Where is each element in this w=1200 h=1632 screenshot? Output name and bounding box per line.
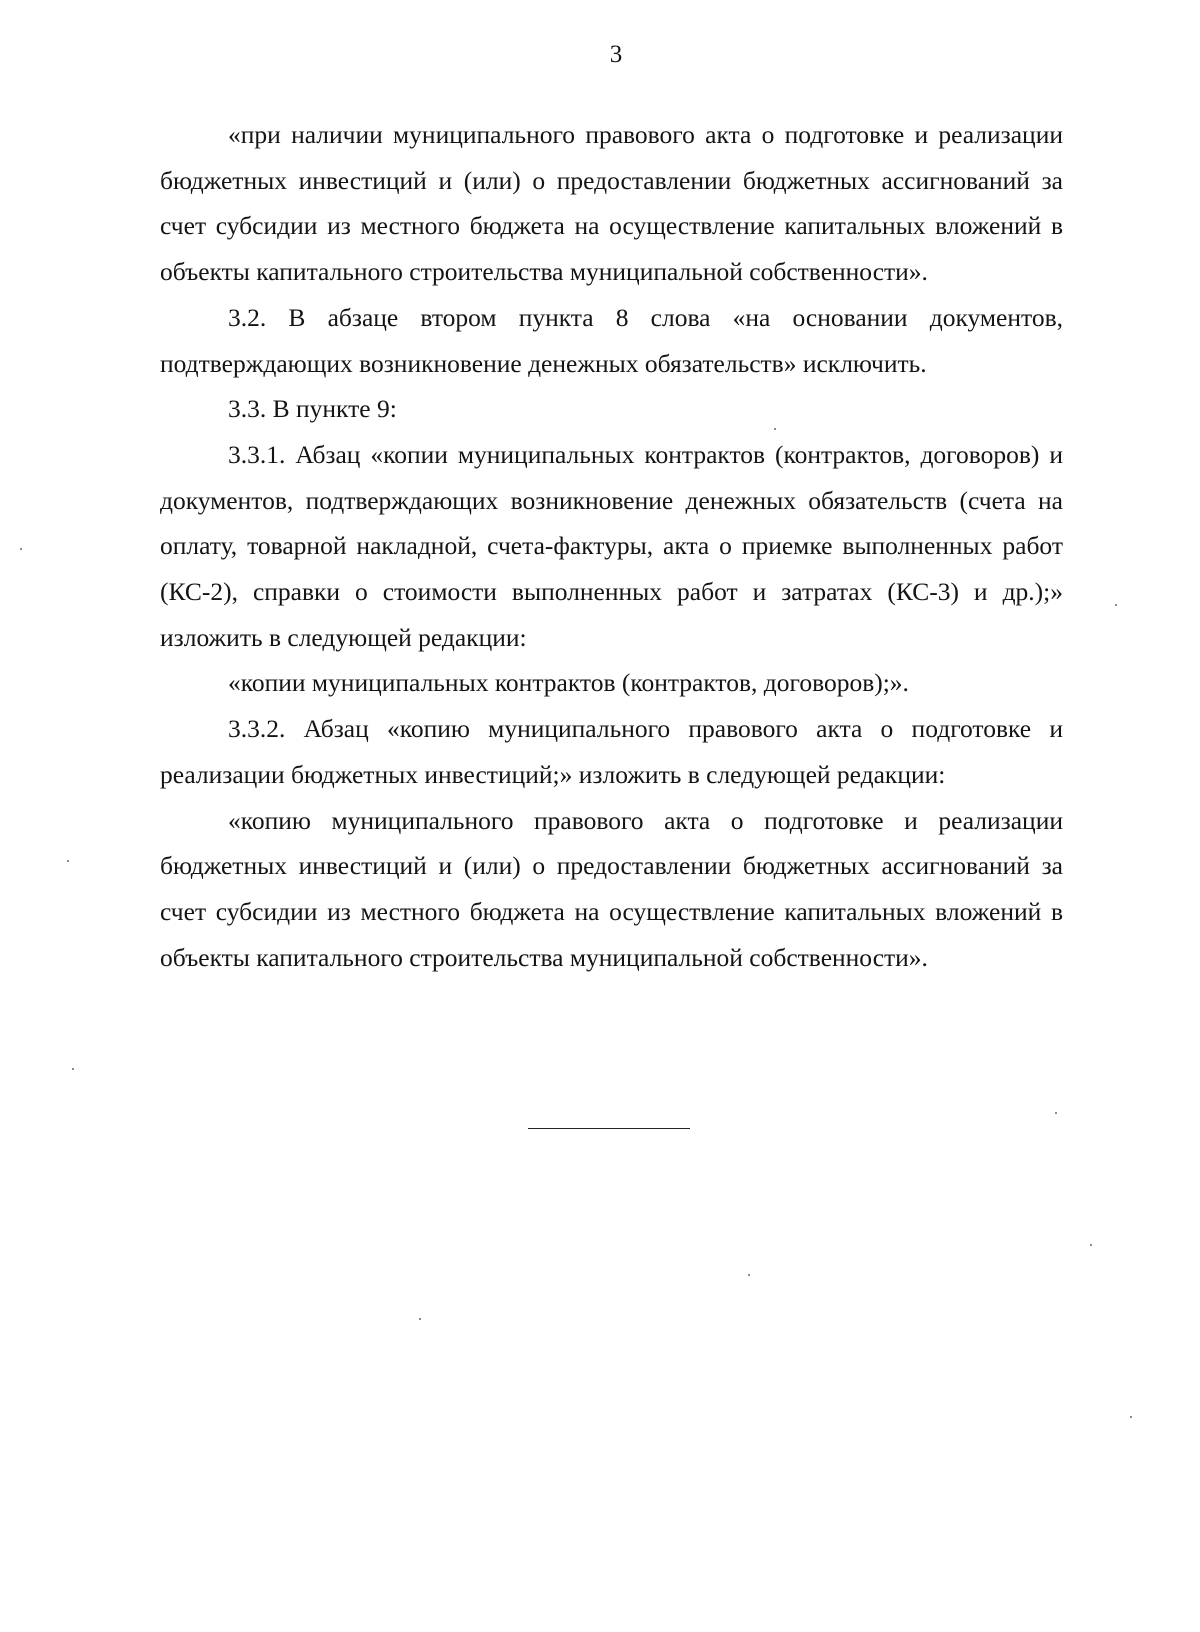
paragraph-3-3: 3.3. В пункте 9: xyxy=(228,394,397,424)
paragraph-3-3-1-new-wording: «копии муниципальных контрактов (контрактов, договоров);». xyxy=(228,668,909,698)
scan-speck xyxy=(774,428,776,430)
scan-speck xyxy=(1055,1112,1057,1114)
scan-speck xyxy=(1130,1416,1132,1418)
scan-speck xyxy=(419,1318,421,1320)
paragraph-3-3-2: 3.3.2. Абзац «копию муниципального правового акта о подготовке и реализации бюджетных инвестиций;» изложить в следующей редакции: xyxy=(160,714,1063,789)
scan-speck xyxy=(72,1068,74,1070)
end-of-text-rule xyxy=(528,1128,690,1129)
paragraph-3-2: 3.2. В абзаце втором пункта 8 слова «на основании документов, подтверждающих возникновение денежных обязательств» исключить. xyxy=(160,302,1063,378)
scan-speck xyxy=(748,1274,750,1276)
paragraph-amendment-quote: «при наличии муниципального правового акта о подготовке и реализации бюджетных инвестиций и (или) о предоставлении бюджетных ассигнований за счет субсидии из местного бюджета на осуществление капитальных вложений в объекты капитального строительства муниципальной собственности». xyxy=(160,120,1063,287)
scan-speck xyxy=(20,548,22,550)
scan-speck xyxy=(67,860,69,862)
scan-speck xyxy=(1090,1244,1092,1246)
page-number: 3 xyxy=(609,41,623,68)
paragraph-3-3-2-new-wording: «копию муниципального правового акта о подготовке и реализации бюджетных инвестиций и (или) о предоставлении бюджетных ассигнований за счет субсидии из местного бюджета на осуществление капитальных вложений в объекты капитального строительства муниципальной собственности». xyxy=(160,805,1063,972)
paragraph-3-3-1: 3.3.1. Абзац «копии муниципальных контрактов (контрактов, договоров) и документов, подтверждающих возникновение денежных обязательств (счета на оплату, товарной накладной, счета-фактуры, акта о приемке выполненных работ (КС-2), справки о стоимости выполненных работ и затратах (КС-3) и др.);» изложить в следующей редакции: xyxy=(160,439,1063,652)
document-body xyxy=(160,112,1063,980)
scan-speck xyxy=(1115,604,1117,606)
